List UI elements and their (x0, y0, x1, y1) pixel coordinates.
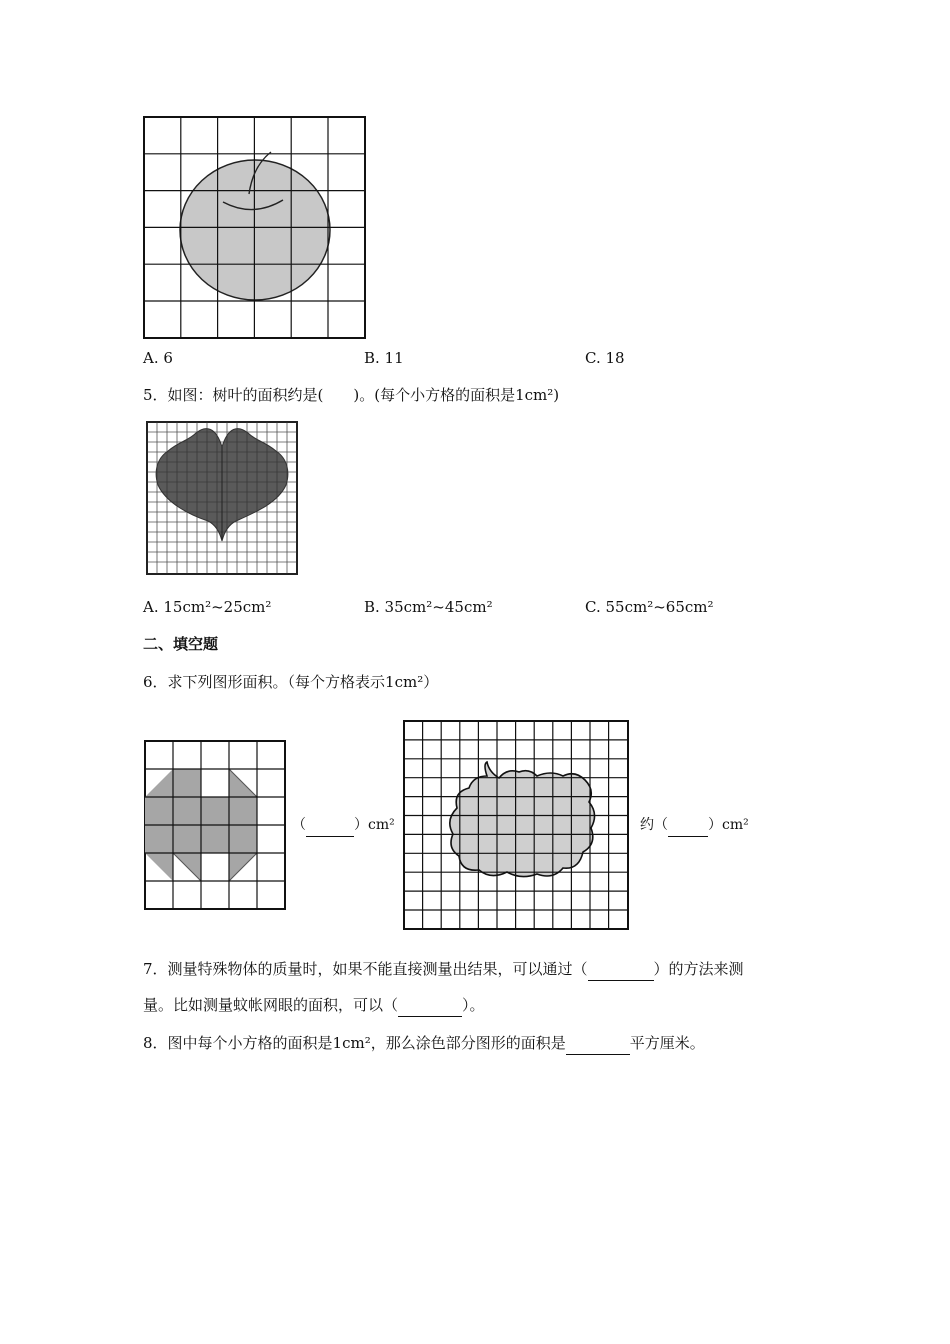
q7-line-2 (143, 994, 485, 1017)
q6-answer-2-blank[interactable] (668, 814, 708, 837)
q7-line-1-a: 7．测量特殊物体的质量时，如果不能直接测量出结果，可以通过（ (143, 960, 588, 978)
cloud-grid-figure (403, 720, 629, 930)
q7-blank-1[interactable] (588, 958, 654, 981)
q5-text: 5．如图：树叶的面积约是( )。(每个小方格的面积是1cm²) (143, 386, 560, 404)
q6-answer-2-close: ）cm² (708, 817, 749, 833)
q7-line-2-b: ）。 (462, 996, 485, 1014)
octagon-grid-figure (144, 740, 286, 910)
q8-text-b: 平方厘米。 (629, 1034, 705, 1052)
q6-answer-1-close: ）cm² (354, 817, 395, 833)
q8-text (143, 1032, 705, 1055)
leaf-grid-figure (146, 421, 298, 575)
q5-option-c: C. 55cm²~65cm² (585, 598, 714, 616)
q5-option-b: B. 35cm²~45cm² (364, 598, 493, 616)
q4-option-b: B. 11 (364, 349, 404, 367)
q6-answer-1-blank[interactable] (306, 814, 354, 837)
q8-blank[interactable] (566, 1032, 630, 1055)
apple-grid-figure (143, 116, 367, 340)
q6-answer-2 (640, 814, 749, 837)
q6-answer-2-prefix: 约（ (640, 817, 668, 833)
q6-text: 6．求下列图形面积。（每个方格表示1cm²） (143, 673, 439, 691)
q7-line-2-a: 量。比如测量蚊帐网眼的面积，可以（ (143, 996, 399, 1014)
q8-text-a: 8．图中每个小方格的面积是1cm²，那么涂色部分图形的面积是 (143, 1034, 566, 1052)
section-title-fill-in: 二、填空题 (143, 635, 219, 653)
q5-option-a: A. 15cm²~25cm² (143, 598, 272, 616)
q7-line-1 (143, 958, 744, 981)
q4-option-c: C. 18 (585, 349, 625, 367)
q6-answer-1 (292, 814, 395, 837)
q6-answer-1-open: （ (292, 817, 306, 833)
q7-blank-2[interactable] (398, 994, 462, 1017)
q7-line-1-b: ）的方法来测 (653, 960, 744, 978)
q4-option-a: A. 6 (143, 349, 173, 367)
